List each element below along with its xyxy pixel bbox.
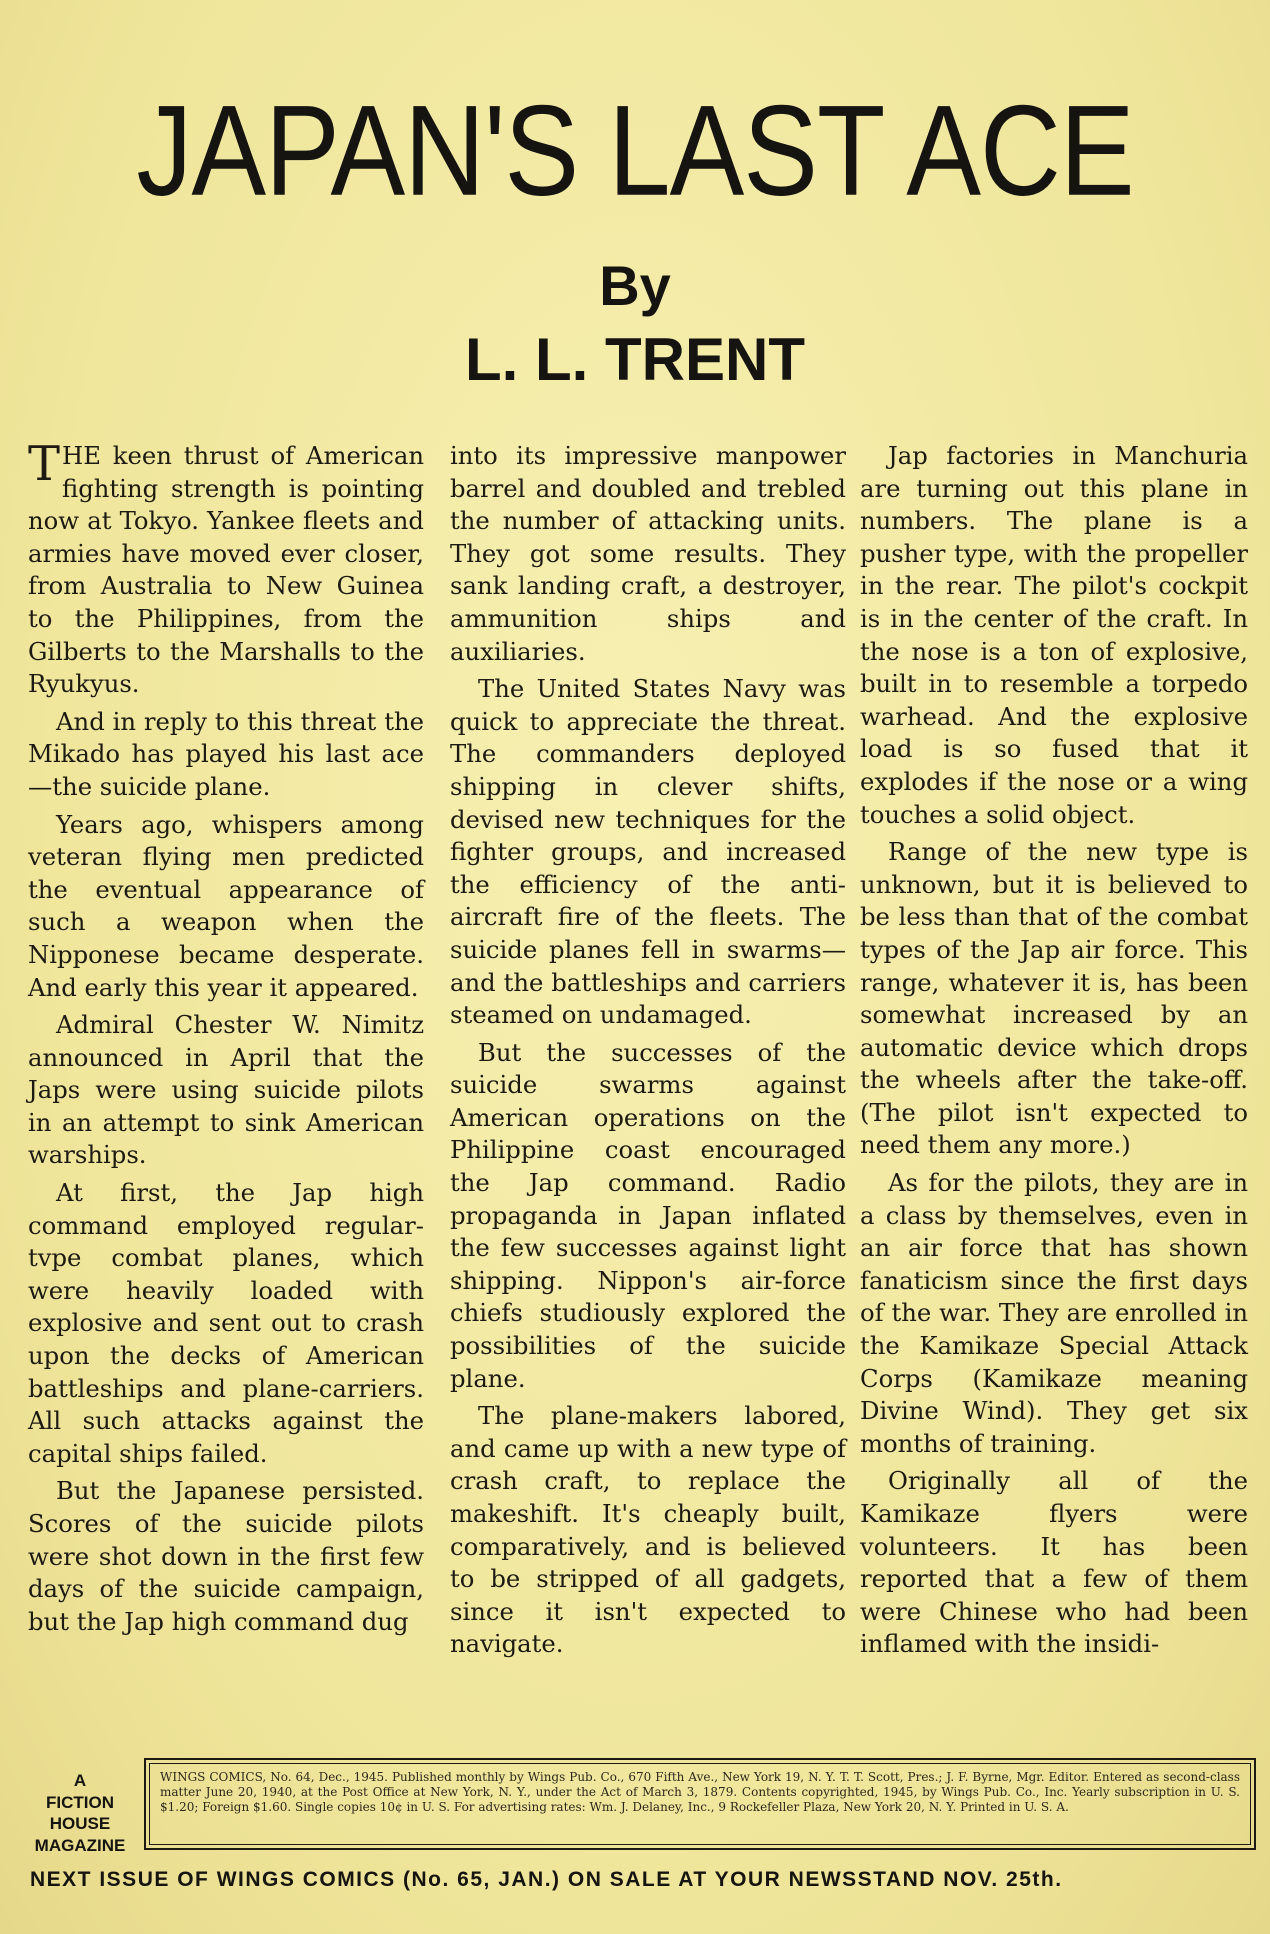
text-column-3 bbox=[860, 440, 1248, 1666]
story-title: JAPAN'S LAST ACE bbox=[136, 78, 1134, 223]
publication-notice-box bbox=[144, 1758, 1256, 1850]
publisher-label-line: FICTION bbox=[46, 1792, 114, 1812]
paragraph: But the successes of the suicide swarms against American operations on the Philippine coast encouraged the Jap command. Radio propaganda in Japan inflated the few successes against light shipping. Nippon's air-force chiefs studiously explored the possibilities of the suicide plane. bbox=[450, 1037, 846, 1393]
text-column-2 bbox=[450, 440, 846, 1666]
text-column-1 bbox=[28, 436, 424, 1643]
paragraph: But the Japanese persisted. Scores of the suicide pilots were shot down in the first few days of the suicide campaign, but the Jap high command dug bbox=[28, 1476, 424, 1636]
paragraph: The plane-makers labored, and came up with a new type of crash craft, to replace the makeshift. It's cheaply built, comparatively, and is believed to be stripped of all gadgets, since it isn't expected to navigate. bbox=[450, 1401, 846, 1659]
paragraph: THE keen thrust of American fighting strength is pointing now at Tokyo. Yankee fleets and armies have moved ever closer, from Australia to New Guinea to the Philippines, from the Gilberts to the Marshalls to the Ryukyus. bbox=[28, 436, 424, 699]
paragraph: Originally all of the Kamikaze flyers were volunteers. It has been reported that a few of them were Chinese who had been inflamed with the insidi- bbox=[860, 1466, 1248, 1659]
publisher-label-line: MAGAZINE bbox=[34, 1835, 126, 1855]
author-name: L. L. TRENT bbox=[465, 326, 805, 393]
publisher-label bbox=[22, 1770, 138, 1856]
paragraph: As for the pilots, they are in a class by themselves, even in an air force that has shown fanaticism since the first days of the war. They are enrolled in the Kamikaze Special Attack Corps (Kamikaze meaning Divine Wind). They get six months of training. bbox=[860, 1168, 1248, 1458]
publisher-label-line: HOUSE bbox=[49, 1814, 111, 1833]
paragraph: Admiral Chester W. Nimitz announced in April that the Japs were using suicide pilots in an attempt to sink American warships. bbox=[28, 1010, 424, 1170]
paragraph: At first, the Jap high command employed regular-tvpe combat planes, which were heavily loaded with explosive and sent out to crash upon the decks of American battleships and plane-carriers. All such attacks against the capital ships failed. bbox=[28, 1178, 424, 1468]
paragraph: Jap factories in Manchuria are turning out this plane in numbers. The plane is a pusher type, with the propeller in the rear. The pilot's cockpit is in the center of the craft. In the nose is a ton of explosive, built in to resemble a torpedo warhead. And the explosive load is so fused that it explodes if the nose or a wing touches a solid object. bbox=[860, 441, 1248, 829]
publisher-label-line: A bbox=[73, 1771, 87, 1790]
byline: By bbox=[599, 254, 671, 317]
paragraph: into its impressive manpower barrel and doubled and trebled the number of attacking units. They got some results. They sank landing craft, a destroyer, ammunition ships and auxiliaries. bbox=[450, 441, 846, 666]
publication-notice: WINGS COMICS, No. 64, Dec., 1945. Published monthly by Wings Pub. Co., 670 Fifth Ave., New York 19, N. Y. T. T. Scott, Pres.; J. F. Byrne, Mgr. Editor. Entered as second-class matter June 20, 1940, at the Post Office at New York, N. Y., under the Act of March 3, 1879. Contents copyrighted, 1945, by Wings Pub. Co., Inc. Yearly subscription in U. S. $1.20; Foreign $1.60. Single copies 10¢ in U. S. For advertising rates: Wm. J. Delaney, Inc., 9 Rockefeller Plaza, New York 20, N. Y. Printed in U. S. A. bbox=[149, 1763, 1251, 1845]
paragraph: Range of the new type is unknown, but it is believed to be less than that of the combat types of the Jap air force. This range, whatever it is, has been somewhat increased by an automatic device which drops the wheels after the take-off. (The pilot isn't expected to need them any more.) bbox=[860, 837, 1248, 1160]
paragraph: The United States Navy was quick to appreciate the threat. The commanders deployed shipping in clever shifts, devised new techniques for the fighter groups, and increased the efficiency of the anti-aircraft fire of the fleets. The suicide planes fell in swarms—and the battleships and carriers steamed on undamaged. bbox=[450, 674, 846, 1030]
next-issue-banner: NEXT ISSUE OF WINGS COMICS (No. 65, JAN.) ON SALE AT YOUR NEWSSTAND NOV. 25th. bbox=[30, 1868, 1063, 1891]
drop-cap: T bbox=[28, 436, 61, 492]
paragraph: And in reply to this threat the Mikado has played his last ace—the suicide plane. bbox=[28, 706, 424, 801]
paragraph: Years ago, whispers among veteran flying men predicted the eventual appearance of such a weapon when the Nipponese became desperate. And early this year it appeared. bbox=[28, 809, 424, 1002]
